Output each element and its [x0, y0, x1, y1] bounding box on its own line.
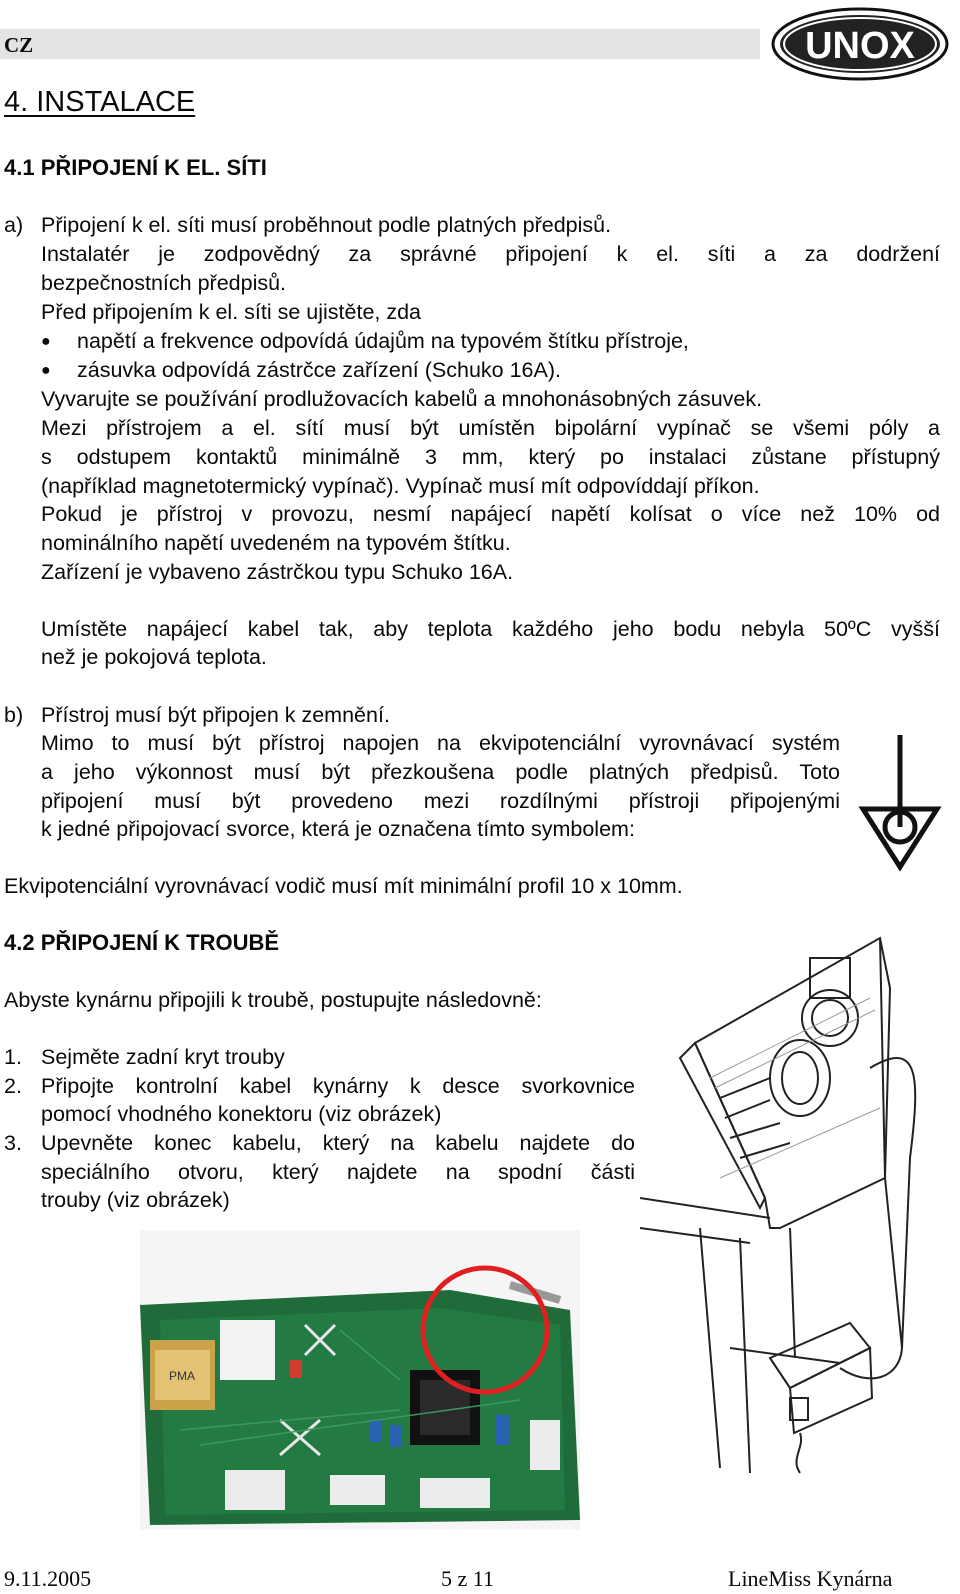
control-board-photo [140, 1230, 580, 1530]
bullet-dot: ● [41, 362, 51, 379]
oven-rear-drawing [640, 928, 960, 1488]
header-bar [0, 29, 760, 59]
equipotential-symbol [855, 727, 945, 877]
step-text: Připojte kontrolní kabel kynárny k desce svorkovnice [41, 1074, 635, 1098]
paragraph-line: k jedné připojovací svorce, která je označena tímto symbolem: [41, 817, 635, 841]
paragraph-line: Připojení k el. síti musí proběhnout podle platných předpisů. [41, 213, 612, 237]
svg-text:UNOX: UNOX [805, 25, 915, 67]
paragraph-line: Vyvarujte se používání prodlužovacích kabelů a mnohonásobných zásuvek. [41, 387, 763, 411]
paragraph-line: Přístroj musí být připojen k zemnění. [41, 703, 390, 727]
step-number: 2. [4, 1074, 22, 1098]
paragraph-line: (například magnetotermický vypínač). Vypínač musí mít odpovíddají příkon. [41, 474, 760, 498]
bullet-dot: ● [41, 333, 51, 350]
footer-page-number: 5 z 11 [441, 1566, 494, 1591]
step-text: Upevněte konec kabelu, který na kabelu najdete do [41, 1131, 635, 1155]
list-marker-a: a) [4, 213, 24, 237]
footer-date: 9.11.2005 [4, 1566, 92, 1591]
paragraph-line: Zařízení je vybaveno zástrčkou typu Schuko 16A. [41, 560, 514, 584]
bullet-item: napětí a frekvence odpovídá údajům na typovém štítku přístroje, [77, 329, 689, 353]
step-number: 3. [4, 1131, 22, 1155]
paragraph-line: Umístěte napájecí kabel tak, aby teplota každého jeho bodu nebyla 50ºC vyšší [41, 617, 940, 641]
paragraph-line: Instalatér je zodpovědný za správné připojení k el. síti a za dodržení [41, 242, 940, 266]
step-text: pomocí vhodného konektoru (viz obrázek) [41, 1102, 442, 1126]
paragraph-line: nominálního napětí uvedeném na typovém štítku. [41, 531, 511, 555]
paragraph-line: Před připojením k el. síti se ujistěte, zda [41, 300, 422, 324]
paragraph-line: Mimo to musí být přístroj napojen na ekvipotenciální vyrovnávací systém [41, 731, 840, 755]
paragraph-line: Pokud je přístroj v provozu, nesmí napájecí napětí kolísat o více než 10% od [41, 502, 940, 526]
bullet-item: zásuvka odpovídá zástrčce zařízení (Schuko 16A). [77, 358, 561, 382]
unox-logo [770, 6, 950, 82]
equipotential-note: Ekvipotenciální vyrovnávací vodič musí mít minimální profil 10 x 10mm. [4, 874, 683, 898]
paragraph-line: s odstupem kontaktů minimálně 3 mm, který po instalaci zůstane přístupný [41, 445, 940, 469]
paragraph-line: bezpečnostních předpisů. [41, 271, 287, 295]
step-text: speciálního otvoru, který najdete na spodní části [41, 1160, 635, 1184]
subsection-4-1-title: 4.1 PŘIPOJENÍ K EL. SÍTI [4, 155, 267, 180]
paragraph-line: připojení musí být provedeno mezi rozdílnými přístroji připojenými [41, 789, 840, 813]
transformer-label: PMA [168, 1369, 196, 1383]
language-code: CZ [4, 33, 34, 57]
subsection-4-2-title: 4.2 PŘIPOJENÍ K TROUBĚ [4, 930, 280, 955]
step-text: Sejměte zadní kryt trouby [41, 1045, 285, 1069]
section-title: 4. INSTALACE [4, 86, 196, 118]
list-marker-b: b) [4, 703, 24, 727]
paragraph-line: než je pokojová teplota. [41, 645, 267, 669]
step-number: 1. [4, 1045, 22, 1069]
footer-product: LineMiss Kynárna [728, 1566, 893, 1591]
paragraph-line: a jeho výkonnost musí být přezkoušena podle platných předpisů. Toto [41, 760, 840, 784]
step-text: trouby (viz obrázek) [41, 1188, 230, 1212]
paragraph-line: Mezi přístrojem a el. sítí musí být umístěn bipolární vypínač se všemi póly a [41, 416, 940, 440]
section-intro: Abyste kynárnu připojili k troubě, postupujte následovně: [4, 988, 542, 1012]
